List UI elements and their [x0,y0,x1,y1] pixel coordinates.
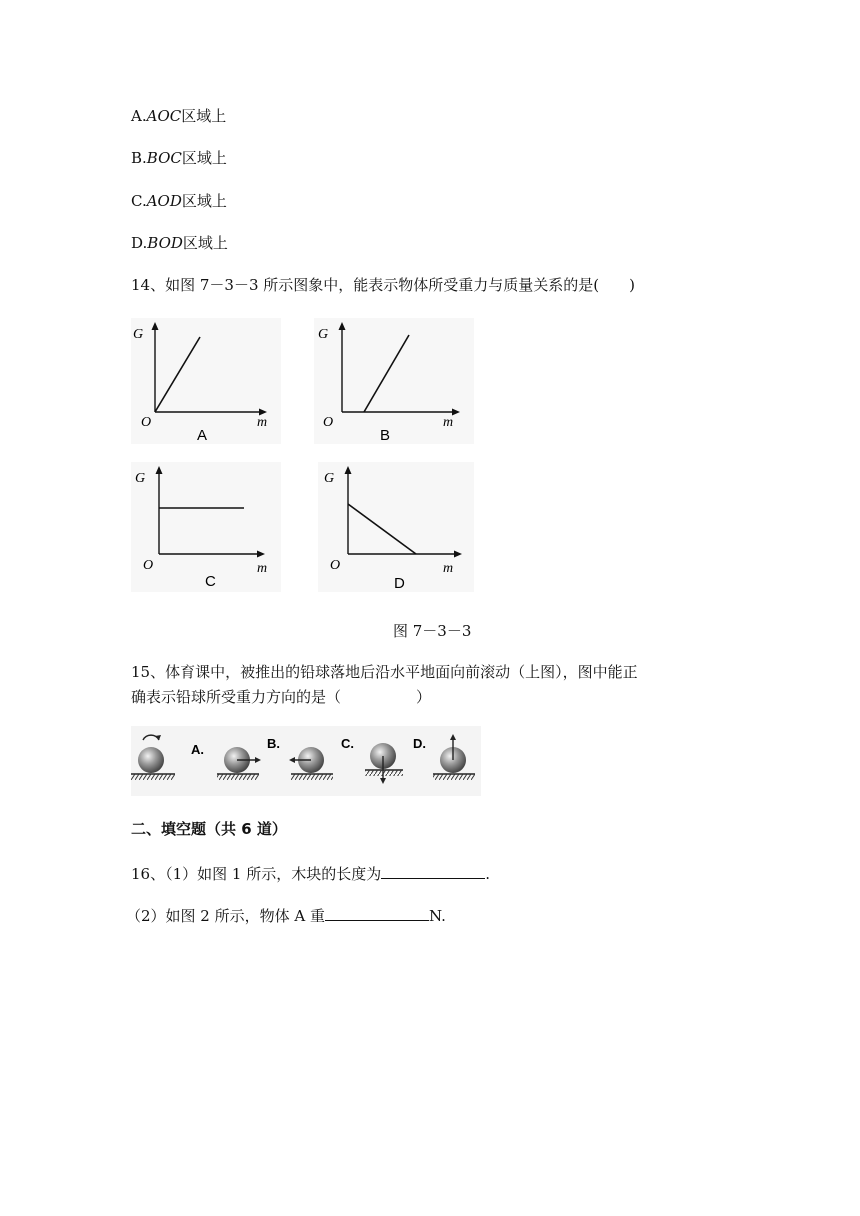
panel-letter: A [197,427,208,444]
question-16-part-2-text: （2）如图 2 所示，物体 A 重 [126,907,325,925]
section-heading: 二、填空题（共 6 道） [131,820,287,838]
question-16-part-1-end: . [485,865,490,883]
option-letter: D. [131,234,148,252]
y-axis-label: G [324,471,335,486]
option-suffix: 区域上 [181,192,227,210]
panel-letter: C [205,573,216,590]
question-16-part-1-text: 16、（1）如图 1 所示，木块的长度为 [131,865,382,883]
graph-b [314,318,474,444]
option-c [131,191,227,211]
option-suffix: 区域上 [182,234,228,252]
origin-label: O [323,415,334,430]
answer-blank-1[interactable] [381,862,485,879]
option-region: BOD [147,234,183,252]
option-region: BOC [146,149,182,167]
choice-c-label: C. [341,736,354,751]
question-16-part-2 [126,904,446,926]
panel-letter: B [380,427,391,444]
graph-d [318,462,474,592]
panel-letter: D [394,575,405,592]
option-letter: B. [131,149,147,167]
question-16-part-2-unit: N. [429,907,446,925]
figure-caption: 图 7－3－3 [393,622,472,640]
question-15-line-2: 确表示铅球所受重力方向的是（ ） [131,688,432,706]
answer-blank-2[interactable] [325,904,429,921]
choice-a-label: A. [191,742,204,757]
question-14: 14、如图 7－3－3 所示图象中，能表示物体所受重力与质量关系的是( ) [131,276,635,294]
choice-b-label: B. [267,736,280,751]
x-axis-label: m [257,415,268,430]
origin-label: O [330,558,341,573]
option-region: AOC [146,107,182,125]
option-letter: C. [131,192,147,210]
shot-put-figure [131,726,481,800]
choice-d-label: D. [413,736,426,751]
option-suffix: 区域上 [181,107,227,125]
x-axis-label: m [257,561,268,576]
y-axis-label: G [133,327,144,342]
x-axis-label: m [443,561,454,576]
option-b [131,148,227,168]
question-15-line-1: 15、体育课中，被推出的铅球落地后沿水平地面向前滚动（上图），图中能正 [131,663,638,681]
origin-label: O [141,415,152,430]
option-letter: A. [131,107,147,125]
question-16-part-1 [131,862,490,884]
option-d [131,233,228,253]
y-axis-label: G [318,327,329,342]
origin-label: O [143,558,154,573]
x-axis-label: m [443,415,454,430]
graph-c [131,462,281,592]
y-axis-label: G [135,471,146,486]
graph-a [131,318,281,444]
option-region: AOD [146,192,182,210]
option-a [131,106,226,126]
option-suffix: 区域上 [181,149,227,167]
